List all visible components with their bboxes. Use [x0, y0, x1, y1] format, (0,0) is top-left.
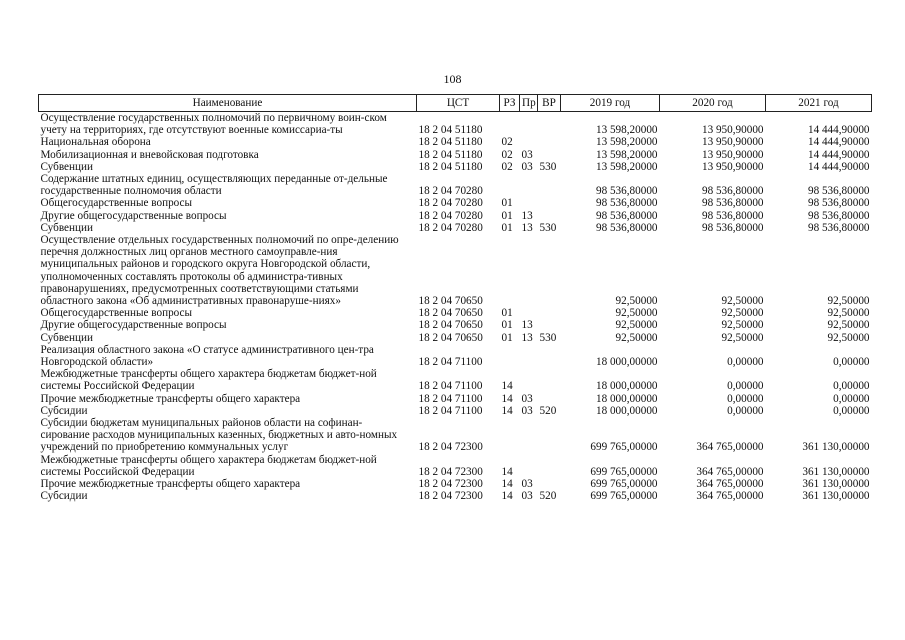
cell-cst: 18 2 04 72300 — [418, 441, 483, 454]
cell-name: Субсидии бюджетам муниципальных районов области на софинан-сирование расходов муниципальных казенных, бюджетных и авто-номных учреждений по приобретению коммунальных услуг — [40, 417, 398, 454]
cell-vr — [538, 319, 561, 331]
cell-y2021: 361 130,00000 — [802, 478, 870, 491]
header-rz: РЗ — [500, 95, 520, 112]
cell-y2021: 98 536,80000 — [807, 209, 870, 222]
cell-y2019: 18 000,00000 — [595, 380, 658, 393]
cell-cst: 18 2 04 70650 — [418, 307, 483, 320]
cell-name: Осуществление государственных полномочий по первичному воин-ском учету на территориях, где отсутствуют военные комиссариа-ты — [40, 112, 387, 137]
cell-pr: 13 — [521, 331, 533, 344]
table-row — [39, 478, 872, 490]
table-row — [39, 368, 872, 392]
cell-y2020: 0,00000 — [727, 404, 764, 417]
cell-rz: 14 — [501, 404, 513, 417]
cell-pr: 03 — [521, 392, 533, 405]
cell-rz: 01 — [501, 197, 513, 210]
header-2021: 2021 год — [766, 95, 872, 112]
cell-vr — [538, 173, 561, 197]
cell-vr — [538, 234, 561, 307]
header-2020: 2020 год — [660, 95, 766, 112]
cell-pr — [520, 368, 538, 392]
cell-y2021: 98 536,80000 — [807, 221, 870, 234]
cell-rz: 01 — [501, 209, 513, 222]
cell-y2020: 0,00000 — [727, 392, 764, 405]
cell-y2021: 0,00000 — [833, 380, 870, 393]
table-row — [39, 136, 872, 148]
cell-y2020: 0,00000 — [727, 380, 764, 393]
cell-y2021: 361 130,00000 — [802, 465, 870, 478]
cell-cst: 18 2 04 51180 — [418, 148, 483, 161]
cell-pr: 03 — [521, 490, 533, 503]
cell-name: Прочие межбюджетные трансферты общего характера — [40, 392, 301, 405]
cell-y2020: 13 950,90000 — [701, 160, 764, 173]
cell-pr — [520, 344, 538, 368]
cell-y2019: 699 765,00000 — [590, 441, 658, 454]
cell-name: Другие общегосударственные вопросы — [40, 319, 227, 332]
cell-pr — [520, 112, 538, 137]
cell-rz: 01 — [501, 307, 513, 320]
cell-vr — [538, 454, 561, 478]
table-body — [39, 112, 872, 503]
cell-y2020: 364 765,00000 — [696, 478, 764, 491]
cell-rz: 02 — [501, 148, 513, 161]
cell-cst: 18 2 04 70280 — [418, 197, 483, 210]
cell-rz: 02 — [501, 160, 513, 173]
cell-y2020: 98 536,80000 — [701, 197, 764, 210]
cell-rz: 01 — [501, 331, 513, 344]
cell-cst: 18 2 04 51180 — [418, 124, 483, 137]
cell-rz: 02 — [501, 136, 513, 149]
cell-pr: 03 — [521, 478, 533, 491]
table-row — [39, 197, 872, 209]
cell-cst: 18 2 04 70650 — [418, 331, 483, 344]
cell-vr: 530 — [539, 331, 557, 344]
cell-rz — [500, 417, 520, 454]
cell-y2021: 92,50000 — [827, 307, 870, 320]
cell-pr: 13 — [521, 319, 533, 332]
cell-rz — [500, 234, 520, 307]
cell-name: Реализация областного закона «О статусе административного цен-тра Новгородской области» — [40, 343, 374, 369]
cell-rz: 14 — [501, 478, 513, 491]
table-row — [39, 222, 872, 234]
cell-y2019: 92,50000 — [615, 331, 658, 344]
cell-cst: 18 2 04 70280 — [418, 221, 483, 234]
cell-cst: 18 2 04 70280 — [418, 209, 483, 222]
cell-pr — [520, 234, 538, 307]
cell-vr: 520 — [539, 490, 557, 503]
cell-y2019: 13 598,20000 — [595, 160, 658, 173]
cell-pr — [520, 136, 538, 148]
cell-cst: 18 2 04 70280 — [418, 185, 483, 198]
cell-name: Общегосударственные вопросы — [40, 197, 193, 210]
cell-rz: 01 — [501, 221, 513, 234]
cell-cst: 18 2 04 71100 — [418, 404, 483, 417]
cell-name: Прочие межбюджетные трансферты общего характера — [40, 478, 301, 491]
cell-rz: 14 — [501, 380, 513, 393]
cell-y2021: 14 444,90000 — [807, 160, 870, 173]
cell-rz: 14 — [501, 490, 513, 503]
cell-cst: 18 2 04 71100 — [418, 380, 483, 393]
cell-y2021: 361 130,00000 — [802, 441, 870, 454]
cell-name: Субсидии — [40, 490, 88, 503]
cell-y2019: 18 000,00000 — [595, 356, 658, 369]
cell-y2021: 92,50000 — [827, 295, 870, 308]
cell-y2020: 364 765,00000 — [696, 441, 764, 454]
cell-y2021: 14 444,90000 — [807, 148, 870, 161]
cell-y2019: 98 536,80000 — [595, 197, 658, 210]
cell-name: Субвенции — [40, 160, 93, 173]
cell-vr — [538, 368, 561, 392]
cell-cst: 18 2 04 51180 — [418, 136, 483, 149]
cell-cst: 18 2 04 72300 — [418, 478, 483, 491]
cell-name: Субсидии — [40, 404, 88, 417]
cell-y2020: 364 765,00000 — [696, 465, 764, 478]
table-row — [39, 234, 872, 307]
table-row — [39, 417, 872, 454]
cell-name: Общегосударственные вопросы — [40, 307, 193, 320]
table-row — [39, 393, 872, 405]
cell-y2019: 98 536,80000 — [595, 185, 658, 198]
cell-name: Субвенции — [40, 331, 93, 344]
cell-vr — [538, 307, 561, 319]
cell-vr: 520 — [539, 404, 557, 417]
cell-vr — [538, 478, 561, 490]
cell-name: Осуществление отдельных государственных полномочий по опре-делению перечня должностных лиц органов местного самоуправле-ния муниципальных районов и городского округа Новгородской области, уполномоченных составлять протоколы об администра-тивных правонарушениях, предусмотренных соответствующими статьями областного закона «Об административных правонаруше-ниях» — [40, 234, 399, 308]
cell-y2021: 14 444,90000 — [807, 136, 870, 149]
cell-y2019: 92,50000 — [615, 319, 658, 332]
cell-name: Мобилизационная и вневойсковая подготовка — [40, 148, 259, 161]
table-row — [39, 149, 872, 161]
header-pr: Пр — [520, 95, 538, 112]
cell-y2020: 13 950,90000 — [701, 136, 764, 149]
cell-y2021: 14 444,90000 — [807, 124, 870, 137]
cell-name: Содержание штатных единиц, осуществляющих переданные от-дельные государственные полномочия области — [40, 173, 388, 198]
cell-name: Другие общегосударственные вопросы — [40, 209, 227, 222]
cell-y2020: 92,50000 — [721, 295, 764, 308]
cell-vr — [538, 417, 561, 454]
cell-y2020: 0,00000 — [727, 356, 764, 369]
header-2019: 2019 год — [561, 95, 660, 112]
cell-y2021: 98 536,80000 — [807, 197, 870, 210]
table-row — [39, 490, 872, 502]
cell-pr — [520, 307, 538, 319]
cell-rz — [500, 173, 520, 197]
cell-y2020: 13 950,90000 — [701, 124, 764, 137]
cell-name: Национальная оборона — [40, 136, 151, 149]
table-row — [39, 161, 872, 173]
cell-y2020: 98 536,80000 — [701, 209, 764, 222]
cell-pr — [520, 417, 538, 454]
table-row — [39, 210, 872, 222]
table-row — [39, 405, 872, 417]
cell-y2019: 13 598,20000 — [595, 136, 658, 149]
cell-y2021: 98 536,80000 — [807, 185, 870, 198]
cell-y2020: 92,50000 — [721, 307, 764, 320]
cell-pr: 13 — [521, 209, 533, 222]
cell-y2021: 92,50000 — [827, 331, 870, 344]
cell-y2021: 361 130,00000 — [802, 490, 870, 503]
cell-y2019: 13 598,20000 — [595, 124, 658, 137]
cell-name: Межбюджетные трансферты общего характера бюджетам бюджет-ной системы Российской Федерации — [40, 368, 377, 393]
cell-pr: 03 — [521, 160, 533, 173]
cell-pr: 03 — [521, 404, 533, 417]
cell-cst: 18 2 04 70650 — [418, 295, 483, 308]
cell-y2019: 699 765,00000 — [590, 478, 658, 491]
table-row — [39, 112, 872, 137]
cell-y2021: 0,00000 — [833, 392, 870, 405]
cell-cst: 18 2 04 72300 — [418, 465, 483, 478]
cell-y2020: 98 536,80000 — [701, 185, 764, 198]
cell-y2020: 92,50000 — [721, 319, 764, 332]
cell-pr — [520, 197, 538, 209]
cell-vr — [538, 149, 561, 161]
cell-rz — [500, 344, 520, 368]
cell-y2019: 92,50000 — [615, 307, 658, 320]
header-cst: ЦСТ — [417, 95, 500, 112]
cell-rz: 01 — [501, 319, 513, 332]
cell-vr — [538, 112, 561, 137]
table-row — [39, 319, 872, 331]
table-header-row — [39, 95, 872, 112]
cell-name: Субвенции — [40, 221, 93, 234]
cell-cst: 18 2 04 70650 — [418, 319, 483, 332]
cell-vr: 530 — [539, 221, 557, 234]
cell-y2019: 18 000,00000 — [595, 392, 658, 405]
cell-y2020: 364 765,00000 — [696, 490, 764, 503]
cell-rz: 14 — [501, 465, 513, 478]
cell-cst: 18 2 04 72300 — [418, 490, 483, 503]
cell-vr — [538, 197, 561, 209]
cell-rz — [500, 112, 520, 137]
cell-name: Межбюджетные трансферты общего характера бюджетам бюджет-ной системы Российской Федерации — [40, 453, 377, 478]
cell-y2019: 18 000,00000 — [595, 404, 658, 417]
table-row — [39, 332, 872, 344]
table-row — [39, 344, 872, 368]
cell-y2020: 92,50000 — [721, 331, 764, 344]
cell-y2019: 98 536,80000 — [595, 209, 658, 222]
cell-pr: 03 — [521, 148, 533, 161]
table-row — [39, 454, 872, 478]
page-number: 108 — [443, 72, 462, 86]
cell-pr: 13 — [521, 221, 533, 234]
table-row — [39, 173, 872, 197]
budget-table — [38, 94, 872, 503]
cell-y2019: 699 765,00000 — [590, 490, 658, 503]
cell-rz: 14 — [501, 392, 513, 405]
header-vr: ВР — [538, 95, 561, 112]
cell-cst: 18 2 04 51180 — [418, 160, 483, 173]
cell-y2020: 98 536,80000 — [701, 221, 764, 234]
cell-y2021: 92,50000 — [827, 319, 870, 332]
cell-y2019: 98 536,80000 — [595, 221, 658, 234]
cell-pr — [520, 173, 538, 197]
cell-y2021: 0,00000 — [833, 404, 870, 417]
cell-y2021: 0,00000 — [833, 356, 870, 369]
cell-vr — [538, 393, 561, 405]
cell-y2019: 13 598,20000 — [595, 148, 658, 161]
cell-cst: 18 2 04 71100 — [418, 392, 483, 405]
cell-y2019: 92,50000 — [615, 295, 658, 308]
cell-pr — [520, 454, 538, 478]
cell-vr: 530 — [539, 160, 557, 173]
cell-vr — [538, 136, 561, 148]
table-row — [39, 307, 872, 319]
cell-y2020: 13 950,90000 — [701, 148, 764, 161]
cell-y2019: 699 765,00000 — [590, 465, 658, 478]
cell-vr — [538, 344, 561, 368]
header-name: Наименование — [39, 95, 417, 112]
cell-vr — [538, 210, 561, 222]
cell-cst: 18 2 04 71100 — [418, 356, 483, 369]
